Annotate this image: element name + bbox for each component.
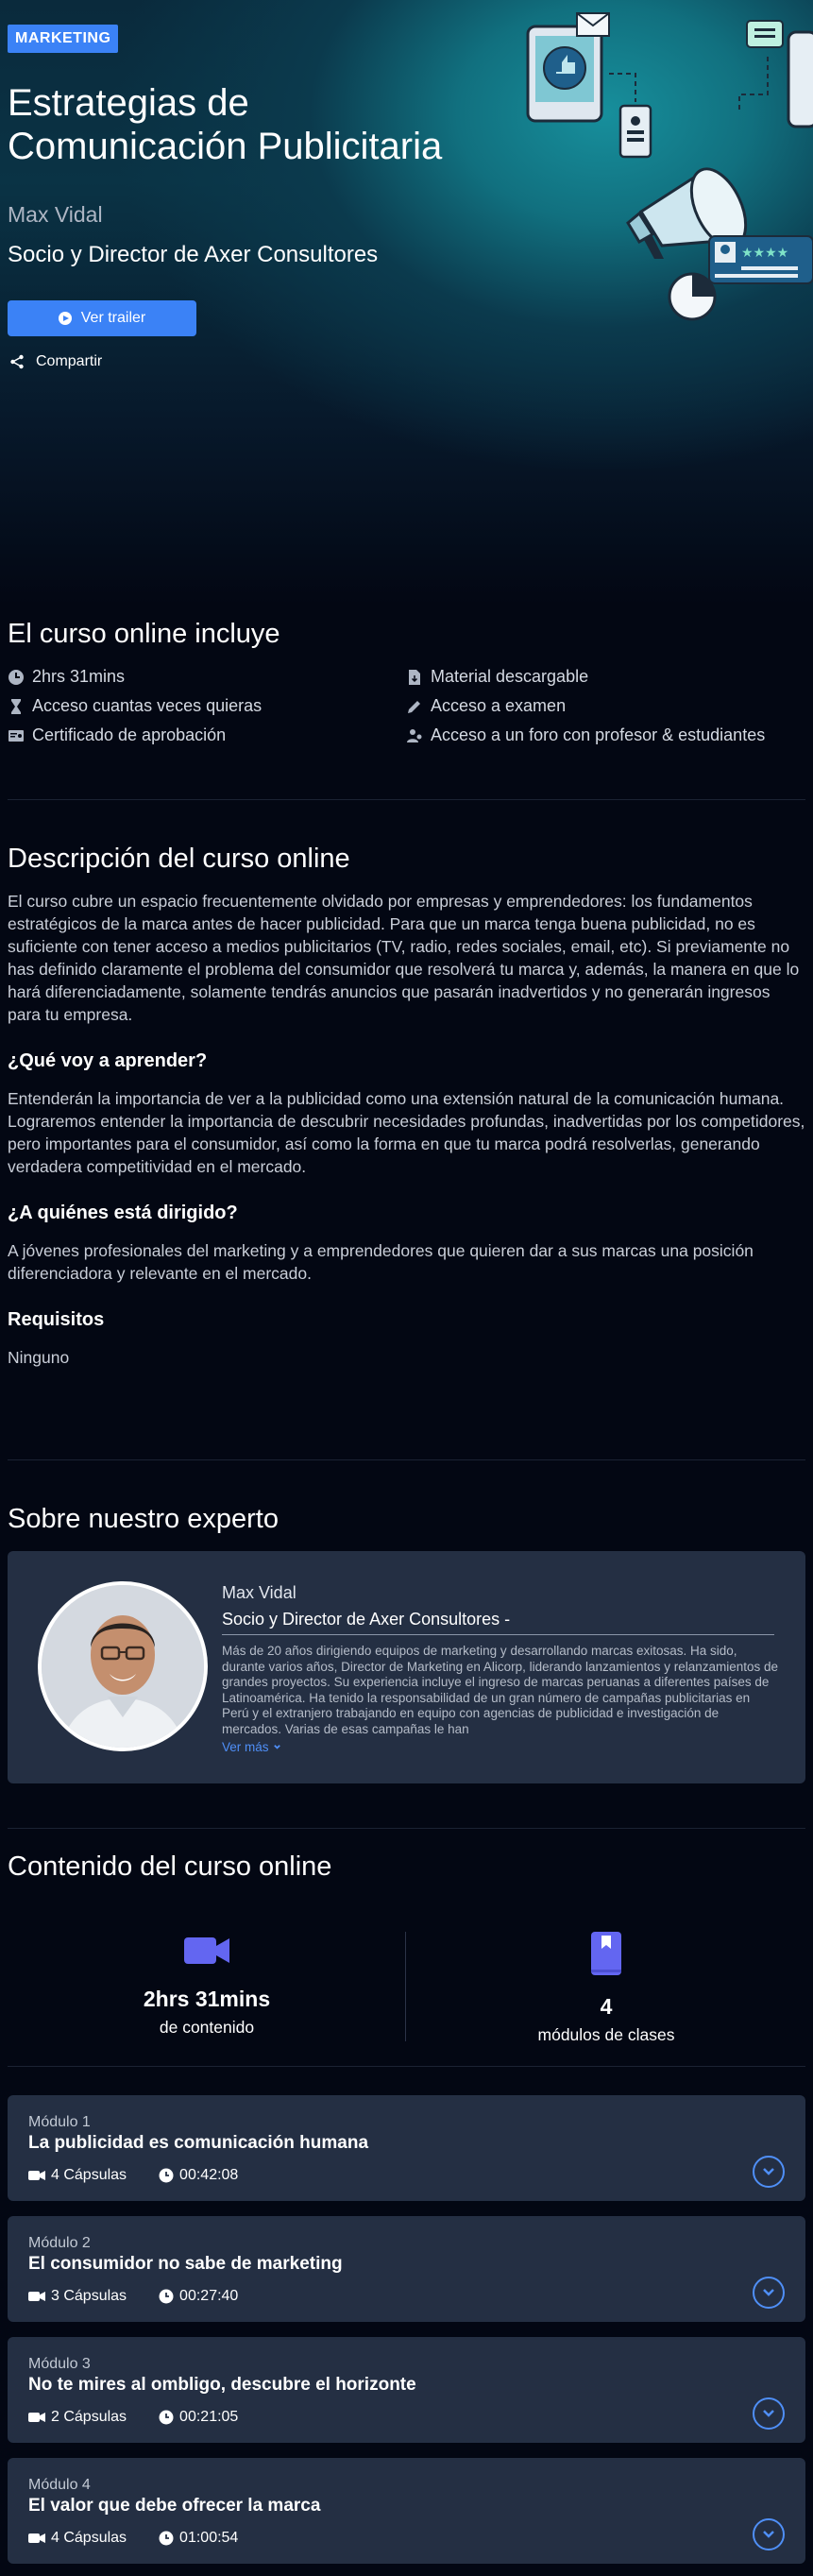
clock-icon — [159, 2531, 174, 2546]
category-badge: MARKETING — [8, 25, 118, 53]
module-label: Módulo 2 — [28, 2235, 91, 2251]
forum-icon — [406, 727, 423, 744]
module-label: Módulo 4 — [28, 2477, 91, 2493]
module-meta — [28, 2167, 238, 2184]
module-label: Módulo 1 — [28, 2114, 91, 2130]
description-body: El curso cubre un espacio frecuentemente olvidado por empresas y emprendedores: los fundamentos estratégicos de la marca antes de hacer publicidad. Para que un marca tenga buena publicidad, no es suficiente con tener acceso a medios publicitarios (TV, radio, redes sociales, email, etc). Si previamente no has definido claramente el problema del consumidor que resolverá tu marca y, además, la manera en que lo hará diferenciadamente, solamente tendrás anuncios que pasarán inadvertidos y no generarán ingresos para tu empresa. — [8, 892, 800, 1024]
stat-modules-label: módulos de clases — [537, 2025, 675, 2044]
video-camera-icon — [183, 1932, 230, 1970]
module-title: La publicidad es comunicación humana — [28, 2133, 369, 2153]
include-item-certificate: Certificado de aprobación — [8, 724, 406, 747]
view-trailer-button[interactable] — [8, 300, 196, 336]
chevron-down-icon — [762, 2167, 775, 2176]
chevron-down-icon — [762, 2530, 775, 2539]
course-title: Estrategias de Comunicación Publicitaria — [8, 82, 443, 167]
requirements-title: Requisitos — [8, 1309, 105, 1330]
author-name: Max Vidal — [8, 202, 103, 227]
module-title: El consumidor no sabe de marketing — [28, 2254, 343, 2274]
include-item-access: Acceso cuantas veces quieras — [8, 694, 406, 718]
expand-module-button[interactable] — [753, 2156, 785, 2188]
module-title: No te mires al ombligo, descubre el horizonte — [28, 2375, 416, 2395]
content-title: Contenido del curso online — [8, 1851, 332, 1882]
expand-module-button[interactable] — [753, 2277, 785, 2309]
book-icon — [583, 1932, 630, 1977]
include-item-forum: Acceso a un foro con profesor & estudiantes — [406, 724, 805, 747]
video-camera-icon — [28, 2411, 45, 2424]
module-capsules: 2 Cápsulas — [51, 2409, 127, 2425]
audience-title: ¿A quiénes está dirigido? — [8, 1203, 238, 1223]
hero-section — [0, 0, 813, 605]
requirements-body: Ninguno — [8, 1348, 70, 1367]
expand-module-button[interactable] — [753, 2397, 785, 2430]
module-capsules: 3 Cápsulas — [51, 2288, 127, 2304]
expert-name: Max Vidal — [222, 1583, 296, 1602]
module-label: Módulo 3 — [28, 2356, 91, 2372]
chevron-down-icon — [762, 2409, 775, 2418]
share-icon — [9, 354, 25, 369]
expert-divider — [222, 1634, 774, 1635]
stat-modules-value: 4 — [600, 1994, 613, 2019]
module-card[interactable] — [8, 2216, 805, 2322]
clock-icon — [159, 2410, 174, 2425]
chevron-down-icon — [762, 2288, 775, 2297]
video-camera-icon — [28, 2169, 45, 2182]
module-capsules: 4 Cápsulas — [51, 2530, 127, 2546]
share-button[interactable] — [9, 353, 102, 370]
includes-title: El curso online incluye — [8, 619, 280, 649]
expand-module-button[interactable] — [753, 2518, 785, 2550]
learn-body: Entenderán la importancia de ver a la publicidad como una extensión natural de la comunicación humana. Lograremos entender la importancia de descubrir necesidades profundas, inadvertidas por los competidores, pero importantes para el consumidor, así como la forma en que tu marca podrá resolverlas, generando verdadera competitividad en el mercado. — [8, 1089, 805, 1176]
section-divider — [8, 1828, 805, 1829]
learn-title: ¿Qué voy a aprender? — [8, 1050, 208, 1071]
svg-text:★★★★: ★★★★ — [741, 246, 789, 261]
include-item-duration: 2hrs 31mins — [8, 665, 406, 689]
stat-duration — [8, 1932, 406, 2038]
video-camera-icon — [28, 2290, 45, 2303]
course-description-section — [8, 844, 805, 1369]
clock-icon — [159, 2168, 174, 2183]
expert-card — [8, 1551, 805, 1783]
stat-modules — [407, 1932, 805, 2045]
section-divider — [8, 2066, 805, 2067]
module-card[interactable] — [8, 2458, 805, 2564]
module-meta — [28, 2288, 238, 2305]
module-card[interactable] — [8, 2337, 805, 2443]
expert-title: Sobre nuestro experto — [8, 1504, 279, 1534]
section-divider — [8, 1459, 805, 1460]
module-capsules: 4 Cápsulas — [51, 2167, 127, 2183]
audience-body: A jóvenes profesionales del marketing y a emprendedores que quieren dar a sus marcas una posición diferenciadora y relevante en el mercado. — [8, 1241, 754, 1283]
stat-duration-value: 2hrs 31mins — [143, 1987, 271, 2011]
file-icon — [406, 669, 423, 686]
include-item-exam: Acceso a examen — [406, 694, 805, 718]
author-role: Socio y Director de Axer Consultores — [8, 242, 379, 267]
content-stats — [8, 1932, 805, 2045]
module-duration: 00:21:05 — [179, 2409, 239, 2425]
chevron-down-icon — [273, 1743, 281, 1751]
module-duration: 01:00:54 — [179, 2530, 239, 2546]
module-meta — [28, 2409, 238, 2426]
certificate-icon — [8, 727, 25, 744]
include-item-material: Material descargable — [406, 665, 805, 689]
expert-section — [8, 1504, 805, 1535]
see-more-link[interactable] — [222, 1740, 281, 1754]
module-meta — [28, 2530, 238, 2547]
stat-duration-label: de contenido — [159, 2018, 255, 2037]
play-icon — [59, 312, 72, 325]
marketing-illustration-icon — [520, 0, 813, 331]
module-card[interactable] — [8, 2095, 805, 2201]
module-title: El valor que debe ofrecer la marca — [28, 2496, 321, 2516]
expert-photo-icon — [42, 1585, 204, 1748]
video-camera-icon — [28, 2532, 45, 2545]
course-includes-section — [8, 619, 805, 747]
clock-icon — [8, 669, 25, 686]
module-duration: 00:27:40 — [179, 2288, 239, 2304]
expert-role: Socio y Director de Axer Consultores - — [222, 1610, 511, 1629]
expert-bio: Más de 20 años dirigiendo equipos de marketing y desarrollando marcas exitosas. Ha sido, durante varios años, Director de Marketing en Alicorp, liderando lanzamientos y relanzamientos de grandes proyectos. Su experiencia incluye el ingreso de marcas peruanas a diferentes países de Latinoamérica. Ha tenido la responsabilidad de un gran número de campañas publicitarias en Perú y el extranjero trabajando en equipo con agencias de publicidad e investigación de mercados. Varias de esas campañas le han — [222, 1644, 779, 1736]
hourglass-icon — [8, 698, 25, 715]
description-title: Descripción del curso online — [8, 844, 350, 874]
see-more-label: Ver más — [222, 1740, 269, 1754]
section-divider — [8, 799, 805, 800]
stat-separator — [405, 1932, 406, 2041]
avatar — [38, 1581, 208, 1751]
module-duration: 00:42:08 — [179, 2167, 239, 2183]
pencil-icon — [406, 698, 423, 715]
share-label: Compartir — [36, 353, 103, 369]
view-trailer-label: Ver trailer — [80, 310, 146, 326]
clock-icon — [159, 2289, 174, 2304]
